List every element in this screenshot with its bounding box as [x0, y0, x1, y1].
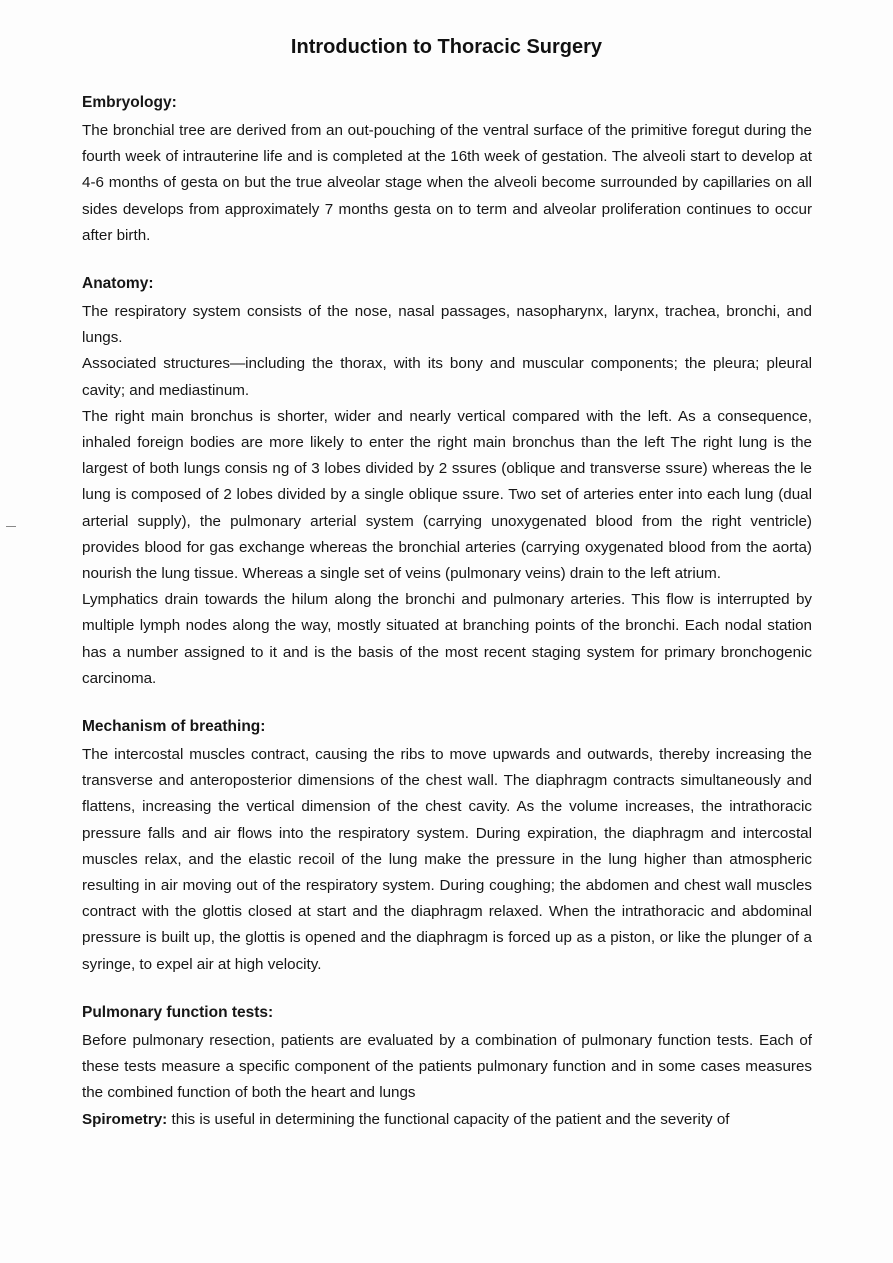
paragraph: Lymphatics drain towards the hilum along the bronchi and pulmonary arteries. This flow is interrupted by multiple lymph nodes along the way, mostly situated at branching points of the bronchi. Each nodal station has a number assigned to it and is the basis of the most recent staging system for primary bronchogenic carcinoma. — [82, 591, 812, 687]
paragraph: The right main bronchus is shorter, wider and nearly vertical compared with the left. As a consequence, inhaled foreign bodies are more likely to enter the right main bronchus than the left The right lung is the largest of both lungs consis ng of 3 lobes divided by 2 ssures (oblique and transverse ssure) whereas the le lung is composed of 2 lobes divided by a single oblique ssure. Two set of arteries enter into each lung (dual arterial supply), the pulmonary arterial system (carrying unoxygenated blood from the right ventricle) provides blood for gas exchange whereas the bronchial arteries (carrying oxygenated blood from the aorta) nourish the lung tissue. Whereas a single set of veins (pulmonary veins) drain to the left atrium. — [82, 407, 812, 583]
section-heading: Pulmonary function tests: — [82, 1003, 274, 1021]
paragraph: The intercostal muscles contract, causing the ribs to move upwards and outwards, thereby increasing the transverse and anteroposterior dimensions of the chest wall. The diaphragm contracts simultaneously and flattens, increasing the vertical dimension of the chest cavity. As the volume increases, the intrathoracic pressure falls and air flows into the respiratory system. During expiration, the diaphragm and intercostal muscles relax, and the elastic recoil of the lung make the pressure in the lung higher than atmospheric resulting in air moving out of the respiratory system. During coughing; the abdomen and chest wall muscles contract with the glottis closed at start and the diaphragm relaxed. When the intrathoracic and abdominal pressure is built up, the glottis is opened and the diaphragm is forced up as a piston, or like the plunger of a syringe, to expel air at high velocity. — [82, 746, 812, 973]
paragraph: Associated structures—including the thorax, with its bony and muscular components; the pleura; pleural cavity; and mediastinum. — [82, 355, 812, 399]
section-anatomy — [82, 273, 812, 692]
section-embryology — [82, 92, 812, 249]
document-body — [82, 92, 812, 1133]
spirometry-text: this is useful in determining the functional capacity of the patient and the severity of — [167, 1110, 730, 1128]
section-pulmonary-function-tests — [82, 1002, 812, 1133]
spirometry-term: Spirometry: — [82, 1110, 168, 1128]
paragraph: Before pulmonary resection, patients are evaluated by a combination of pulmonary function tests. Each of these tests measure a specific component of the patients pulmonary function and in some cases measures the combined function of both the heart and lungs — [82, 1031, 812, 1102]
document-title: Introduction to Thoracic Surgery — [290, 36, 603, 58]
section-heading: Mechanism of breathing: — [82, 718, 266, 736]
paragraph: The respiratory system consists of the nose, nasal passages, nasopharynx, larynx, trachea, bronchi, and lungs. — [82, 303, 812, 347]
spirometry-paragraph — [82, 1107, 812, 1133]
paragraph: The bronchial tree are derived from an out-pouching of the ventral surface of the primitive foregut during the fourth week of intrauterine life and is completed at the 16th week of gestation. The alveoli start to develop at 4-6 months of gesta on but the true alveolar stage when the alveoli become surrounded by capillaries on all sides develops from approximately 7 months gesta on to term and alveolar proliferation continues to occur after birth. — [82, 122, 812, 244]
margin-mark — [6, 526, 16, 527]
section-heading: Anatomy: — [82, 275, 154, 293]
section-heading: Embryology: — [82, 94, 177, 111]
section-mechanism-of-breathing — [82, 716, 812, 978]
